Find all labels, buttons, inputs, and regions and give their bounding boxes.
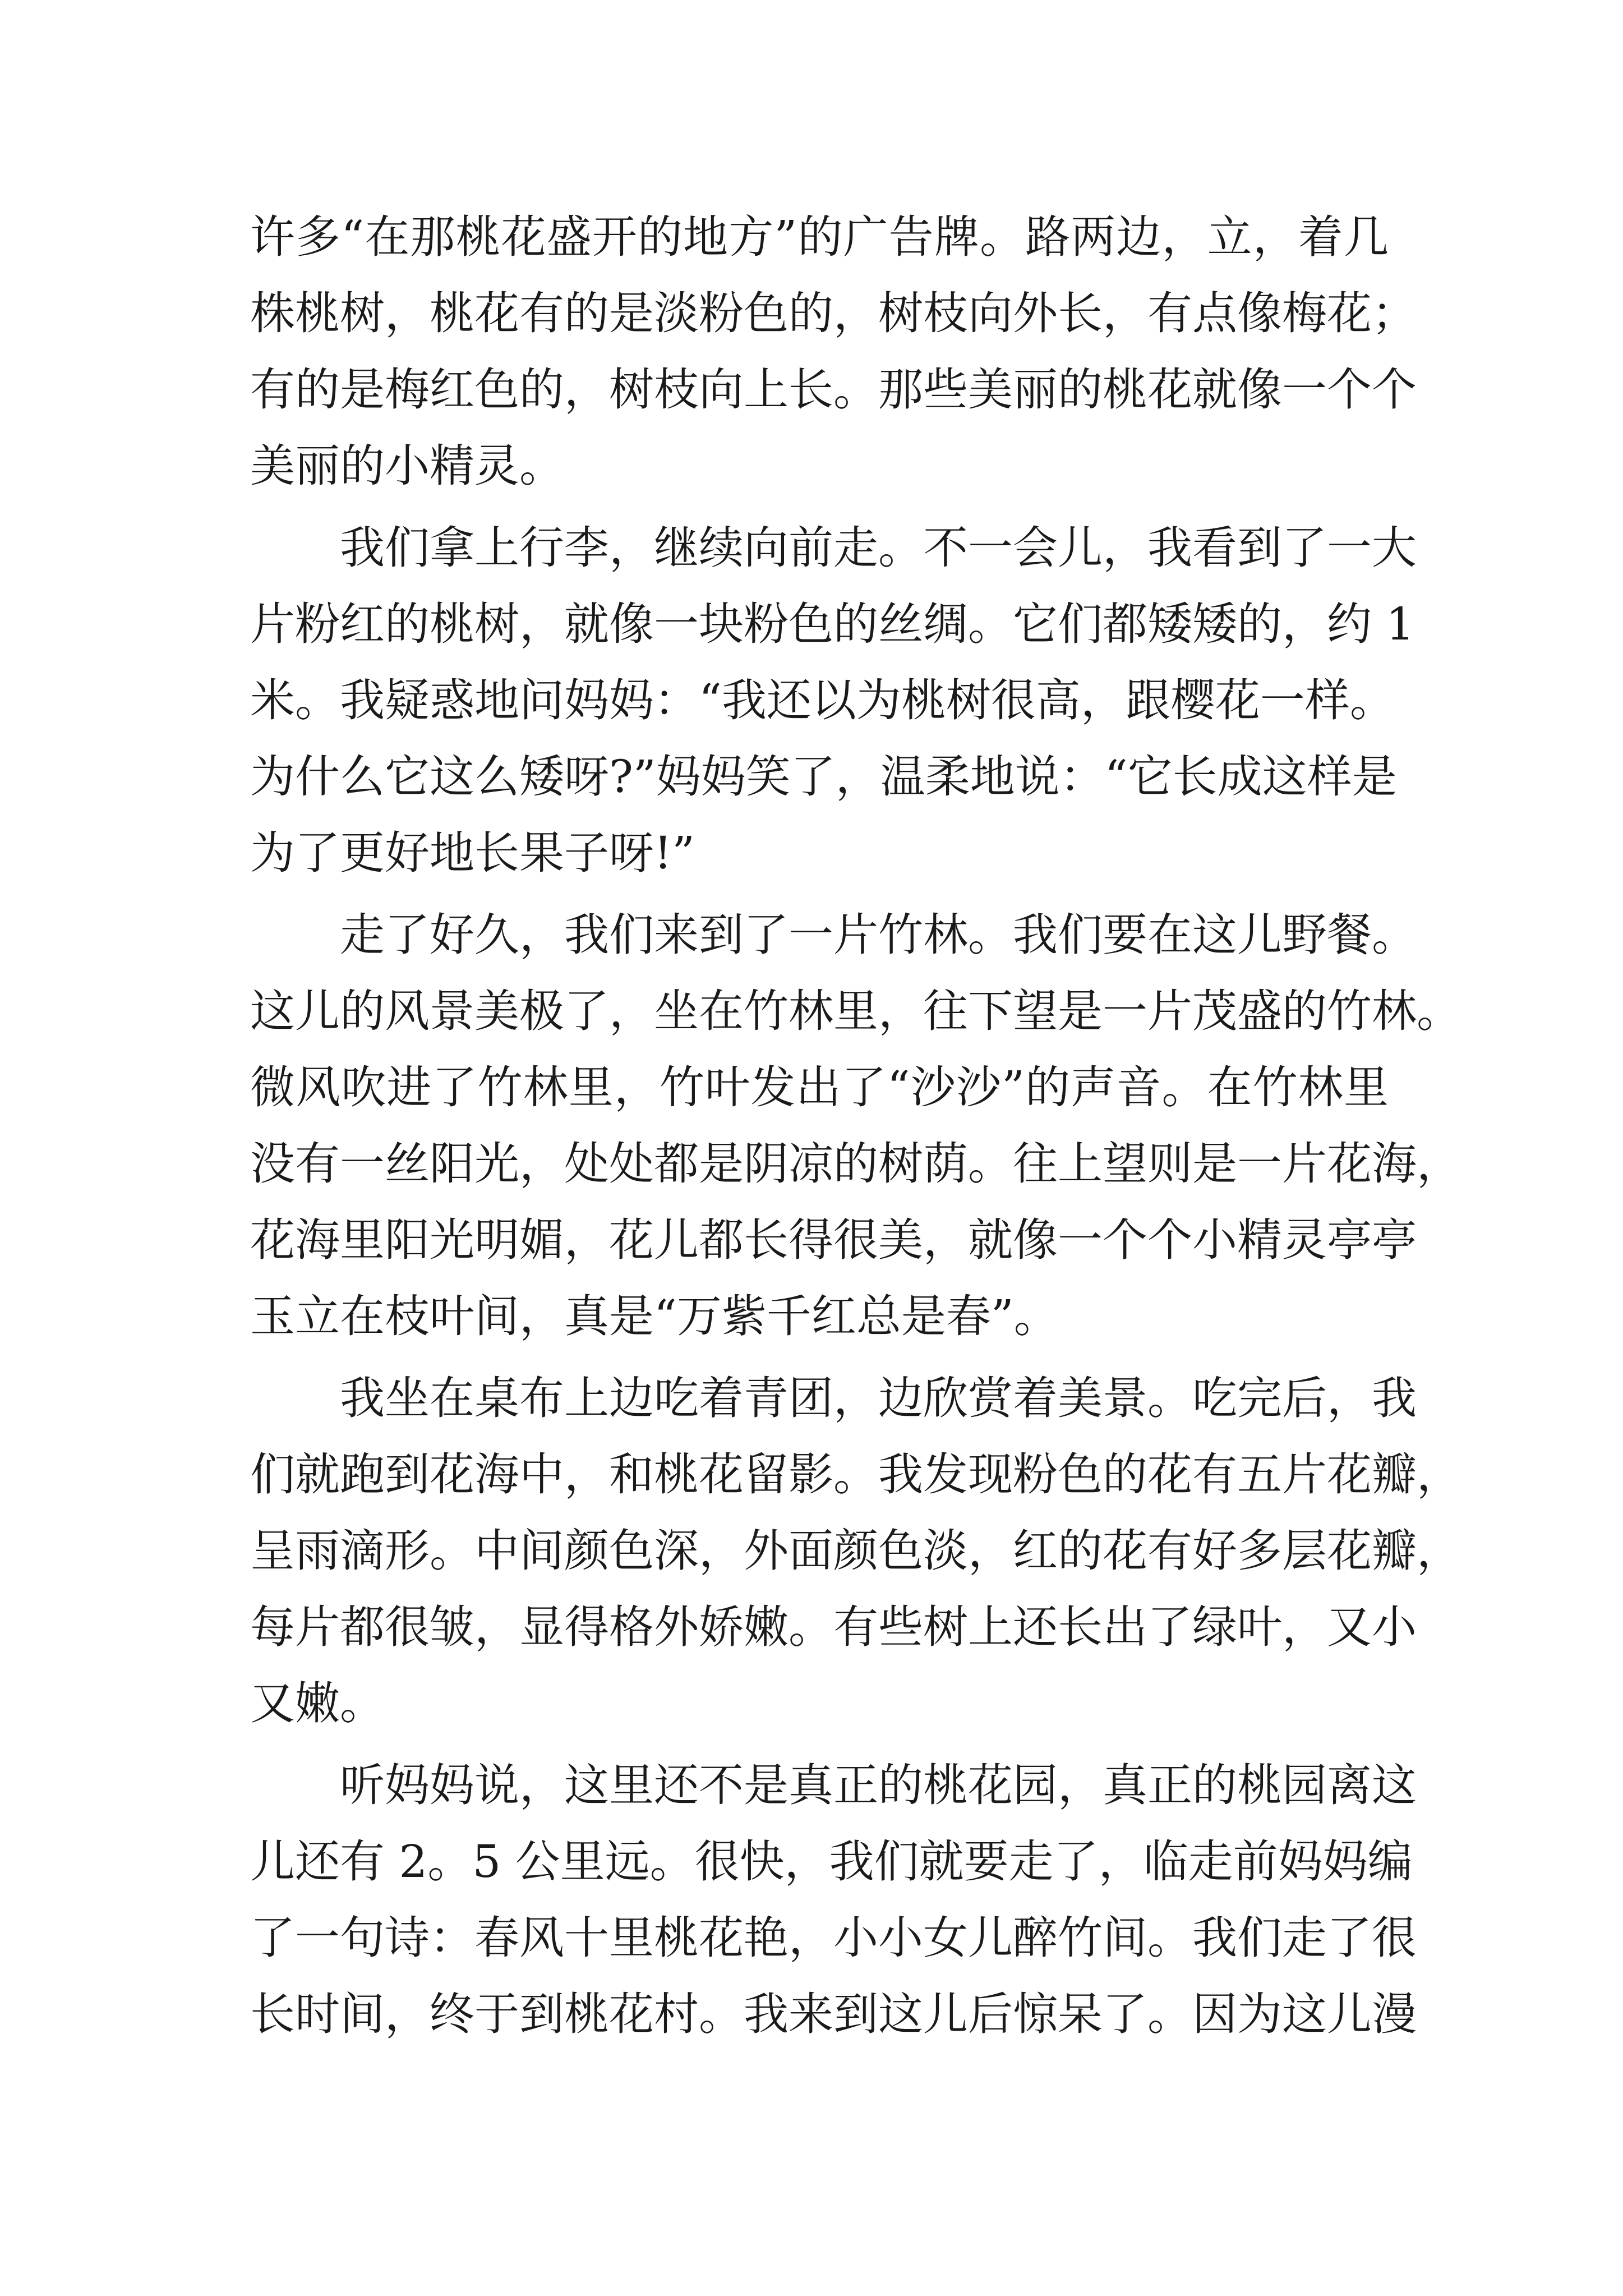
- text-line: 株桃树，桃花有的是淡粉色的，树枝向外长，有点像梅花；: [250, 287, 1417, 339]
- text-line: 又嫩。: [250, 1677, 385, 1729]
- text-line: 呈雨滴形。中间颜色深，外面颜色淡，红的花有好多层花瓣，: [250, 1525, 1461, 1577]
- text-line: 花海里阳光明媚，花儿都长得很美，就像一个个小精灵亭亭: [250, 1214, 1417, 1266]
- paragraph-1: [250, 199, 1417, 504]
- text-line: 片粉红的桃树，就像一块粉色的丝绸。它们都矮矮的，约 1: [250, 598, 1415, 650]
- paragraph-2: [250, 510, 1417, 891]
- text-line: 为了更好地长果子呀!”: [250, 827, 695, 879]
- paragraph-3: [250, 897, 1461, 1355]
- text-line: 没有一丝阳光，处处都是阴凉的树荫。往上望则是一片花海，: [250, 1138, 1461, 1190]
- text-line: 玉立在枝叶间，真是“万紫千红总是春”。: [250, 1290, 1059, 1342]
- text-line: 美丽的小精灵。: [250, 440, 564, 492]
- text-line: 为什么它这么矮呀?”妈妈笑了，温柔地说：“它长成这样是: [250, 751, 1397, 803]
- paragraph-spacer: [250, 504, 1389, 510]
- text-line: 我坐在桌布上边吃着青团，边欣赏着美景。吃完后，我: [340, 1372, 1417, 1424]
- paragraph-spacer: [250, 1355, 1389, 1360]
- document-body: [250, 199, 1461, 2053]
- text-line: 微风吹进了竹林里，竹叶发出了“沙沙”的声音。在竹林里: [250, 1061, 1389, 1114]
- text-line: 许多“在那桃花盛开的地方”的广告牌。路两边，立，着几: [250, 211, 1389, 263]
- text-line: 米。我疑惑地问妈妈：“我还以为桃树很高，跟樱花一样。: [250, 674, 1395, 726]
- text-line: 有的是梅红色的，树枝向上长。那些美丽的桃花就像一个个: [250, 364, 1417, 416]
- text-line: 长时间，终于到桃花村。我来到这儿后惊呆了。因为这儿漫: [250, 1988, 1417, 2040]
- text-line: 这儿的风景美极了，坐在竹林里，往下望是一片茂盛的竹林。: [250, 985, 1461, 1037]
- paragraph-spacer: [250, 1742, 1389, 1747]
- paragraph-5: [250, 1747, 1417, 2053]
- text-line: 了一句诗：春风十里桃花艳，小小女儿醉竹间。我们走了很: [250, 1912, 1417, 1964]
- text-line: 们就跑到花海中，和桃花留影。我发现粉色的花有五片花瓣，: [250, 1448, 1461, 1501]
- paragraph-spacer: [250, 891, 1389, 897]
- text-line: 走了好久，我们来到了一片竹林。我们要在这儿野餐。: [340, 909, 1417, 961]
- text-line: 每片都很皱，显得格外娇嫩。有些树上还长出了绿叶，又小: [250, 1601, 1417, 1653]
- text-line: 我们拿上行李，继续向前走。不一会儿，我看到了一大: [340, 522, 1417, 574]
- text-line: 儿还有 2。5 公里远。很快，我们就要走了，临走前妈妈编: [250, 1835, 1413, 1888]
- paragraph-4: [250, 1360, 1461, 1742]
- text-line: 听妈妈说，这里还不是真正的桃花园，真正的桃园离这: [340, 1759, 1417, 1811]
